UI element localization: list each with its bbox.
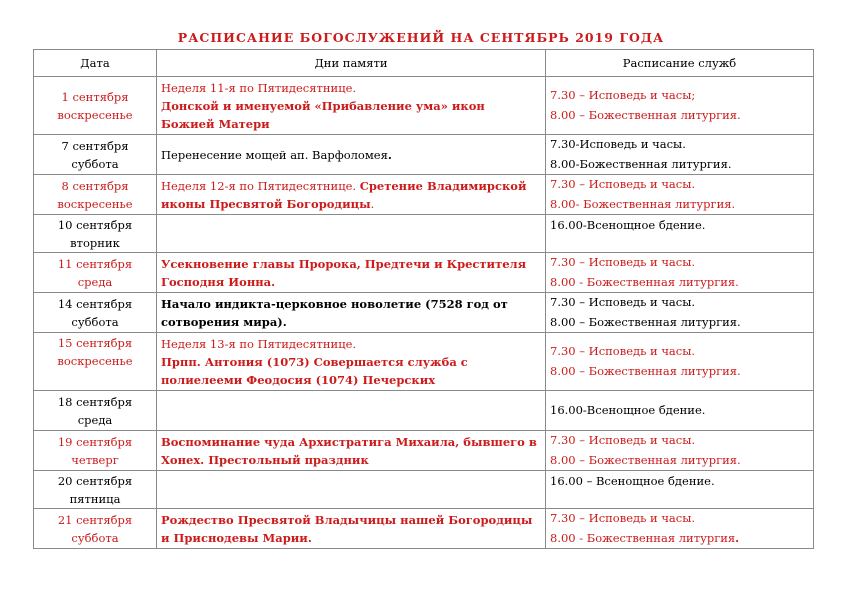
memory-cell (157, 175, 546, 215)
table-row (34, 391, 814, 431)
table-row (34, 431, 814, 471)
date-cell (34, 77, 157, 135)
service-line: 8.00 – Божественная литургия. (550, 314, 741, 329)
memory-feast: Донской и именуемой «Прибавление ума» икон Божией Матери (161, 98, 485, 131)
weekday-text: среда (77, 412, 113, 427)
table-row (34, 135, 814, 175)
weekday-text: воскресенье (57, 196, 133, 211)
memory-line: Неделя 12-я по Пятидесятнице. (161, 178, 360, 193)
service-line: 7.30 – Исповедь и часы. (550, 255, 696, 269)
date-cell (34, 215, 157, 253)
memory-line: Перенесение мощей ап. Варфоломея (161, 147, 388, 162)
service-line: 8.00 – Божественная литургия. (550, 107, 741, 122)
weekday-text: суббота (71, 314, 119, 329)
date-cell (34, 333, 157, 391)
schedule-table (33, 49, 814, 549)
service-line: 8.00 - Божественная литургия. (550, 274, 739, 289)
table-row (34, 175, 814, 215)
date-text: 19 сентября (57, 434, 133, 449)
column-header-days: Дни памяти (157, 50, 546, 77)
column-header-services: Расписание служб (546, 50, 814, 77)
date-cell (34, 293, 157, 333)
memory-cell (157, 333, 546, 391)
service-cell (546, 175, 814, 215)
memory-cell (157, 431, 546, 471)
service-line: 7.30 – Исповедь и часы. (550, 295, 696, 309)
weekday-text: пятница (69, 491, 121, 506)
memory-cell (157, 293, 546, 333)
date-text: 1 сентября (61, 89, 129, 104)
service-line-text: 8.00 - Божественная литургия (550, 530, 736, 545)
memory-cell (157, 77, 546, 135)
weekday-text: суббота (71, 530, 119, 545)
page-title: РАСПИСАНИЕ БОГОСЛУЖЕНИЙ НА СЕНТЯБРЬ 2019 ГОДА (177, 30, 665, 45)
memory-line: Неделя 11-я по Пятидесятнице. (161, 80, 357, 95)
memory-feast: Сретение Владимирской иконы Пресвятой Богородицы (161, 178, 527, 211)
memory-feast: Рождество Пресвятой Владычицы нашей Богородицы и Приснодевы Марии. (161, 512, 533, 545)
service-line: 7.30 – Исповедь и часы. (550, 511, 696, 525)
date-text: 20 сентября (57, 473, 133, 488)
memory-cell (157, 135, 546, 175)
memory-cell (157, 471, 546, 509)
service-line: 7.30 – Исповедь и часы; (550, 88, 696, 102)
date-cell (34, 253, 157, 293)
weekday-text: воскресенье (57, 354, 133, 368)
service-line: 7.30 – Исповедь и часы. (550, 433, 696, 447)
date-cell (34, 471, 157, 509)
table-header-row (34, 50, 814, 77)
service-line: 7.30 – Исповедь и часы. (550, 344, 696, 358)
memory-cell (157, 215, 546, 253)
memory-cell (157, 391, 546, 431)
date-cell (34, 175, 157, 215)
weekday-text: суббота (71, 156, 119, 171)
memory-line-end: . (370, 196, 375, 211)
memory-feast: Прпп. Антония (1073) Совершается служба с полиелееми Феодосия (1074) Печерских (161, 354, 468, 387)
weekday-text: вторник (70, 235, 120, 250)
table-row (34, 509, 814, 549)
date-cell (34, 431, 157, 471)
date-text: 15 сентября (57, 336, 133, 350)
memory-line: Неделя 13-я по Пятидесятнице. (161, 336, 357, 351)
service-line: 8.00 – Божественная литургия. (550, 363, 741, 378)
service-cell (546, 431, 814, 471)
service-cell (546, 77, 814, 135)
service-cell (546, 509, 814, 549)
weekday-text: воскресенье (57, 107, 133, 122)
memory-line-end: . (387, 147, 392, 162)
memory-feast: Начало индикта-церковное новолетие (7528 год от сотворения мира). (161, 296, 508, 329)
service-cell (546, 391, 814, 431)
service-line: 8.00 – Божественная литургия. (550, 452, 741, 467)
date-text: 18 сентября (57, 394, 133, 409)
service-line: 8.00-Божественная литургия. (550, 156, 732, 171)
service-line: 16.00-Всенощное бдение. (550, 218, 706, 232)
service-line: 8.00- Божественная литургия. (550, 196, 736, 211)
table-row (34, 293, 814, 333)
date-text: 10 сентября (57, 217, 133, 232)
weekday-text: среда (77, 274, 113, 289)
service-cell (546, 253, 814, 293)
date-text: 7 сентября (61, 138, 129, 153)
service-cell (546, 333, 814, 391)
service-cell (546, 135, 814, 175)
memory-cell (157, 253, 546, 293)
date-text: 21 сентября (57, 512, 133, 527)
service-line: 16.00 – Всенощное бдение. (550, 474, 715, 488)
date-text: 8 сентября (61, 178, 129, 193)
service-line: 7.30-Исповедь и часы. (550, 137, 686, 151)
table-row (34, 215, 814, 253)
date-text: 11 сентября (57, 256, 133, 271)
date-cell (34, 509, 157, 549)
memory-cell (157, 509, 546, 549)
date-cell (34, 391, 157, 431)
date-text: 14 сентября (57, 296, 133, 311)
service-cell (546, 471, 814, 509)
service-line: 7.30 – Исповедь и часы. (550, 177, 696, 191)
table-row (34, 77, 814, 135)
column-header-date: Дата (34, 50, 157, 77)
service-line-end: . (735, 530, 740, 545)
service-cell (546, 215, 814, 253)
service-line: 16.00-Всенощное бдение. (550, 402, 706, 417)
weekday-text: четверг (71, 452, 119, 467)
service-cell (546, 293, 814, 333)
table-row (34, 333, 814, 391)
table-row (34, 471, 814, 509)
memory-feast: Воспоминание чуда Архистратига Михаила, бывшего в Хонех. Престольный праздник (161, 434, 537, 467)
memory-feast: Усекновение главы Пророка, Предтечи и Крестителя Господня Ионна. (161, 256, 527, 289)
service-line (550, 529, 809, 549)
table-row (34, 253, 814, 293)
date-cell (34, 135, 157, 175)
